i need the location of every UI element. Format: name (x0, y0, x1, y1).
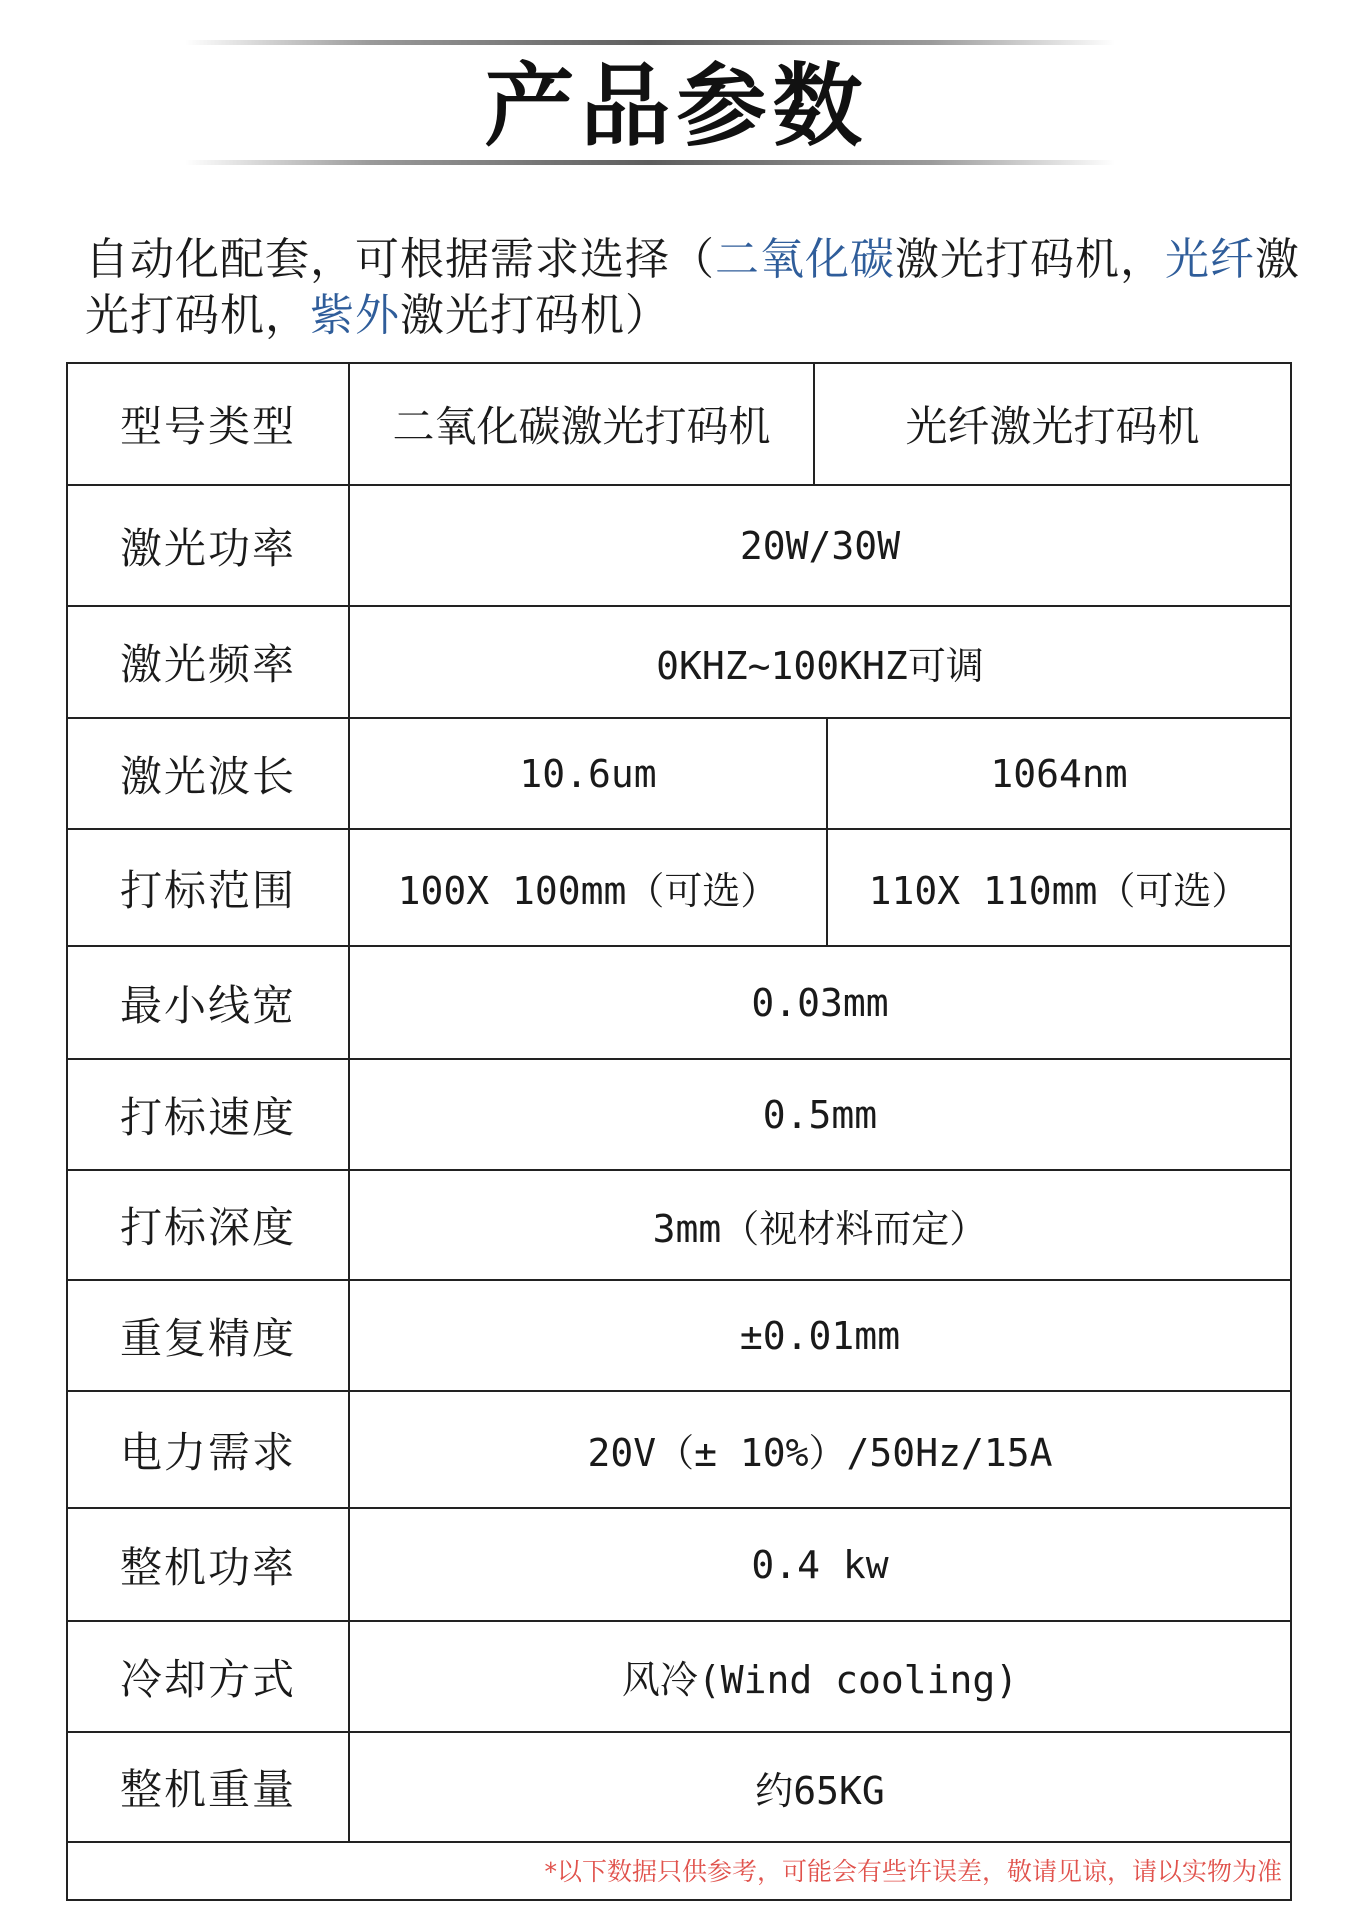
header-co2-cell: 二氧化碳激光打码机 (350, 364, 815, 484)
row-value-fiber: 1064nm (990, 751, 1128, 796)
header-fiber-cell: 光纤激光打码机 (905, 402, 1200, 451)
intro-paragraph (85, 232, 1305, 344)
row-value: 0.03mm (751, 980, 889, 1025)
row-label: 激光波长 (68, 719, 350, 828)
row-value: 风冷(Wind cooling) (621, 1658, 1019, 1702)
row-value-fiber: 110X 110mm（可选） (868, 869, 1250, 913)
row-label: 重复精度 (68, 1281, 350, 1390)
row-label: 整机功率 (68, 1509, 350, 1620)
disclaimer-footnote: *以下数据只供参考，可能会有些许误差，敬请见谅，请以实物为准 (544, 1857, 1282, 1886)
row-value: 0.4 kw (751, 1542, 889, 1587)
table-header-row (68, 364, 1290, 486)
row-value: 0.5mm (762, 1092, 878, 1137)
title-top-rule (185, 40, 1115, 45)
row-value-co2: 10.6um (350, 719, 828, 828)
title-banner (0, 30, 1353, 180)
row-label: 冷却方式 (68, 1622, 350, 1731)
intro-co2-highlight: 二氧化碳 (715, 234, 895, 285)
table-row (68, 1733, 1290, 1843)
table-row (68, 830, 1290, 947)
row-value: 20V（± 10%）/50Hz/15A (587, 1431, 1053, 1475)
table-row (68, 1392, 1290, 1509)
table-row (68, 1171, 1290, 1281)
row-label: 打标速度 (68, 1060, 350, 1169)
intro-text-1: 自动化配套，可根据需求选择（ (85, 234, 715, 285)
table-row (68, 947, 1290, 1060)
row-value: 0KHZ~100KHZ可调 (656, 643, 984, 688)
intro-fiber-highlight: 光纤 (1165, 234, 1255, 285)
intro-text-2: 激光打码机， (895, 234, 1165, 285)
table-row (68, 486, 1290, 607)
row-label: 整机重量 (68, 1733, 350, 1841)
table-row (68, 1281, 1290, 1392)
row-value: 3mm（视材料而定） (652, 1206, 988, 1251)
table-row (68, 1509, 1290, 1622)
row-label: 打标范围 (68, 830, 350, 945)
header-label-cell: 型号类型 (68, 364, 350, 484)
intro-uv-highlight: 紫外 (310, 290, 400, 341)
row-value-co2: 100X 100mm（可选） (350, 830, 828, 945)
title-bottom-rule (185, 160, 1115, 165)
table-row (68, 1622, 1290, 1733)
row-value: ±0.01mm (739, 1313, 901, 1358)
page-title: 产品参数 (484, 54, 869, 159)
row-label: 激光频率 (68, 607, 350, 717)
intro-text-4: 激光打码机） (400, 290, 670, 341)
row-label: 电力需求 (68, 1392, 350, 1507)
table-row (68, 1060, 1290, 1171)
row-label: 激光功率 (68, 486, 350, 605)
table-row (68, 607, 1290, 719)
row-value: 20W/30W (739, 523, 901, 568)
row-label: 打标深度 (68, 1171, 350, 1279)
spec-table (66, 362, 1292, 1901)
table-row (68, 719, 1290, 830)
row-value: 约65KG (755, 1768, 885, 1813)
row-label: 最小线宽 (68, 947, 350, 1058)
intro-text-3: 激光打码机， (85, 234, 1300, 341)
